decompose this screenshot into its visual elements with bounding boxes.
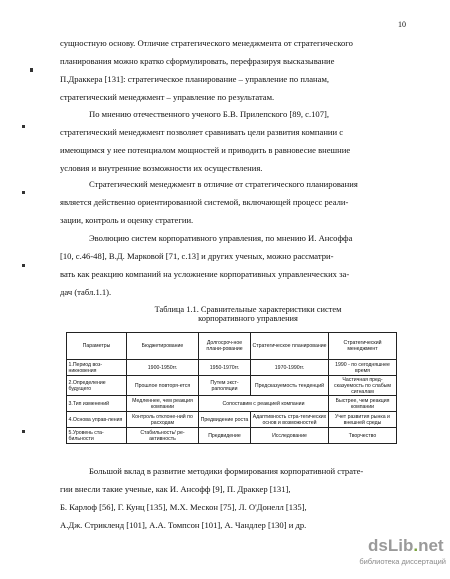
- watermark-logo-main: dsLib: [368, 536, 414, 555]
- table-cell: Исследование: [251, 428, 329, 444]
- table-cell: Адаптивность стра-тегических основ и возможностей: [251, 412, 329, 428]
- watermark: [328, 536, 446, 574]
- table-caption: Таблица 1.1. Сравнительные характеристики систем: [154, 305, 342, 314]
- table-cell: Творчество: [329, 428, 397, 444]
- text-line: сущностную основу. Отличие стратегического менеджмента от стратегического: [60, 38, 353, 48]
- text-line: планирования можно кратко сформулировать, перефразируя высказывание: [60, 56, 335, 66]
- table-cell: Предвидение: [199, 428, 251, 444]
- table-header-cell: Бюджетирование: [127, 333, 199, 360]
- watermark-logo-dot: .: [413, 536, 419, 555]
- table-cell: Предвидение роста: [199, 412, 251, 428]
- table-cell: Прошлое повторя-ется: [127, 376, 199, 396]
- table-cell: 4.Основа управ-ления: [67, 412, 127, 428]
- table-caption: корпоративного управления: [198, 314, 298, 323]
- scan-mark: [22, 191, 25, 194]
- table-cell: 1.Период воз-никновения: [67, 360, 127, 376]
- table-cell: Быстрее, чем реакция компании: [329, 396, 397, 412]
- text-line: дач (табл.1.1).: [60, 287, 112, 297]
- text-line: Стратегический менеджмент в отличие от стратегического планирования: [89, 179, 358, 189]
- text-line: По мнению отечественного ученого Б.В. Прилепского [89, с.107],: [89, 109, 330, 119]
- text-line: имеющимся у нее потенциалом мощностей и приводить в равновесие внешние: [60, 145, 351, 155]
- page-number: 10: [398, 20, 406, 29]
- table-header-cell: Параметры: [67, 333, 127, 360]
- text-line: вать как реакцию компаний на усложнение корпоративных управленческих за-: [60, 269, 350, 279]
- table-cell: Путем экст-раполяции: [199, 376, 251, 396]
- scan-mark: [22, 430, 25, 433]
- watermark-logo: [368, 536, 444, 556]
- text-line: П.Драккера [131]: стратегическое планирование – управление по планам,: [60, 74, 330, 84]
- text-line: стратегический менеджмент – управление по результатам.: [60, 92, 275, 102]
- table-cell: 2.Определение будущего: [67, 376, 127, 396]
- table-cell: Сопоставим с реакцией компании: [199, 396, 329, 412]
- text-line: является действенно ориентированной системой, включающей процесс реали-: [60, 197, 349, 207]
- table-header-row: [67, 333, 397, 360]
- table-header-cell: Стратегическое планирование: [251, 333, 329, 360]
- table-row: [67, 360, 397, 376]
- table-cell: Контроль отклоне-ний по расходам: [127, 412, 199, 428]
- scan-mark: [22, 264, 25, 267]
- table-cell: 3.Тип изменений: [67, 396, 127, 412]
- table-cell: Предсказуемость тенденций: [251, 376, 329, 396]
- table-header-cell: Долгосроч-ное плани-рование: [199, 333, 251, 360]
- table-header-cell: Стратегический менеджмент: [329, 333, 397, 360]
- watermark-subtitle: библиотека диссертаций: [359, 557, 446, 566]
- text-line: Б. Карлоф [56], Г. Кунц [135], М.Х. Мескон [75], Л. О'Донелл [135],: [60, 502, 307, 512]
- text-line: Эволюцию систем корпоративного управления, по мнению И. Ансоффа: [89, 233, 353, 243]
- table-row: [67, 428, 397, 444]
- table-row: [67, 396, 397, 412]
- table-row: [67, 412, 397, 428]
- table-cell: 5.Уровень ста-бильности: [67, 428, 127, 444]
- comparison-table: [66, 332, 397, 444]
- table-cell: Медленнее, чем реакция компании: [127, 396, 199, 412]
- table-cell: Стабильность/ ре-активность: [127, 428, 199, 444]
- table-cell: 1990 - по сегодняшнее время: [329, 360, 397, 376]
- scan-mark: [30, 68, 33, 72]
- text-line: зации, контроль и оценку стратегии.: [60, 215, 194, 225]
- table-cell: 1950-1970гг.: [199, 360, 251, 376]
- text-line: условия и внутренние возможности их осуществления.: [60, 163, 263, 173]
- text-line: стратегический менеджмент позволяет сравнивать цели развития компании с: [60, 127, 344, 137]
- table-cell: Частичная пред-сказуемость по слабым сигналам: [329, 376, 397, 396]
- watermark-logo-tld: net: [418, 536, 444, 555]
- table-cell: 1970-1990гг.: [251, 360, 329, 376]
- table-cell: Учет развития рынка и внешней среды: [329, 412, 397, 428]
- text-line: гии внесли такие ученые, как И. Ансофф [9], П. Драккер [131],: [60, 484, 291, 494]
- table-row: [67, 376, 397, 396]
- text-line: А.Дж. Стрикленд [101], А.А. Томпсон [101], А. Чандлер [130] и др.: [60, 520, 307, 530]
- table-cell: 1900-1950гг.: [127, 360, 199, 376]
- scan-mark: [22, 125, 25, 128]
- text-line: [10, с.46-48], В.Д. Марковой [71, с.13] и других ученых, можно рассматри-: [60, 251, 334, 261]
- text-line: Большой вклад в развитие методики формирования корпоративной страте-: [89, 466, 364, 476]
